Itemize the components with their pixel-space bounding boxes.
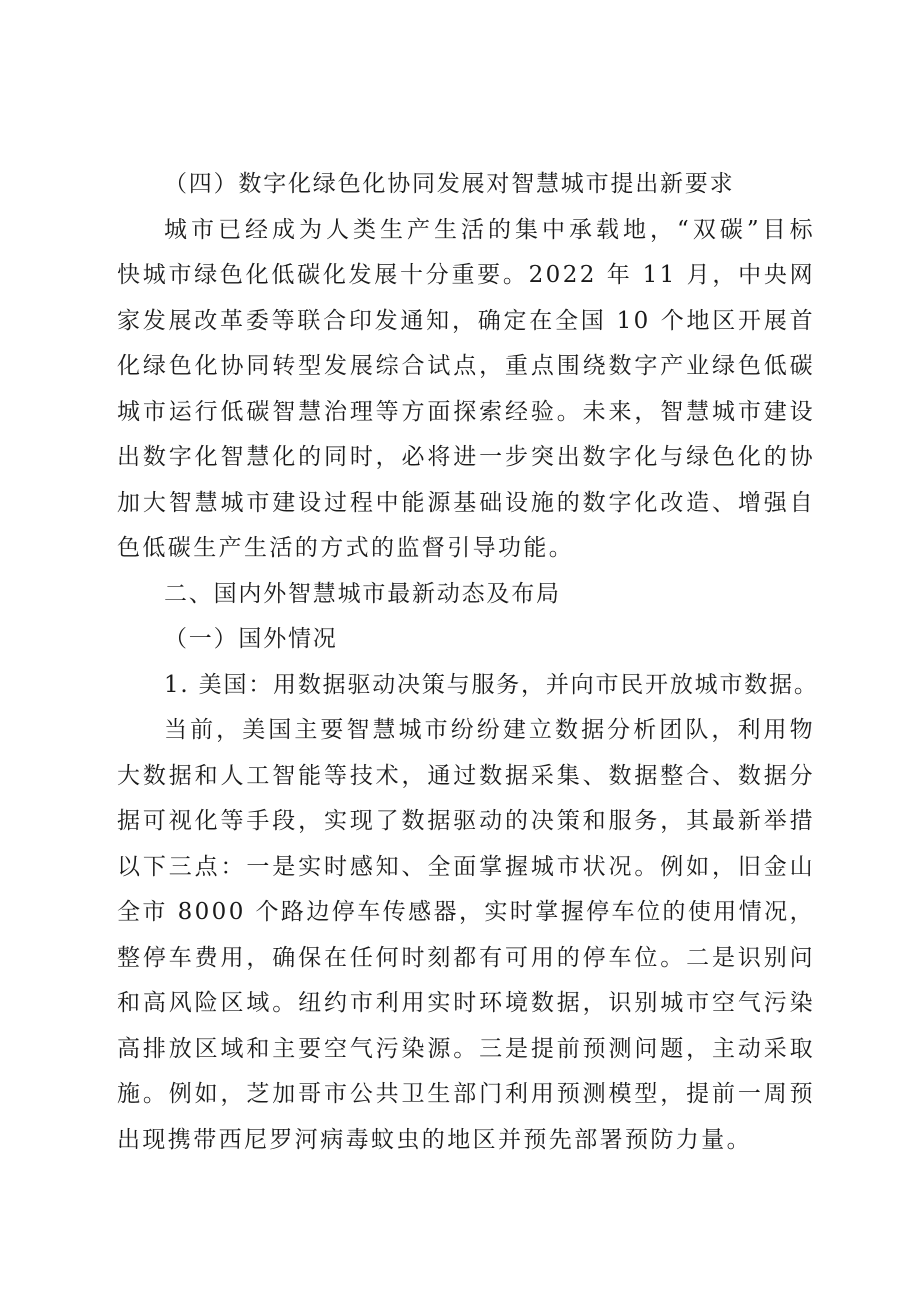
- paragraph-line: 整停车费用，确保在任何时刻都有可用的停车位。二是识别问: [117, 944, 815, 971]
- section-heading-four: （四）数字化绿色化协同发展对智慧城市提出新要求: [164, 171, 735, 197]
- paragraph-line: 出数字化智慧化的同时，必将进一步突出数字化与绿色化的协: [117, 444, 815, 470]
- subsection-heading-foreign: （一）国外情况: [164, 626, 338, 652]
- paragraph-line: 施。例如，芝加哥市公共卫生部门利用预测模型，提前一周预: [117, 1081, 815, 1107]
- paragraph-line: 据可视化等手段，实现了数据驱动的决策和服务，其最新举措: [117, 808, 815, 834]
- paragraph-line: 和高风险区域。纽约市利用实时环境数据，识别城市空气污染: [117, 990, 815, 1016]
- paragraph-line: 以下三点：一是实时感知、全面掌握城市状况。例如，旧金山: [117, 853, 815, 880]
- paragraph-line: 城市运行低碳智慧治理等方面探索经验。未来，智慧城市建设: [117, 398, 815, 425]
- paragraph-line: 色低碳生产生活的方式的监督引导功能。: [117, 535, 575, 561]
- paragraph-line: 快城市绿色化低碳化发展十分重要。2022 年 11 月，中央网: [117, 262, 815, 288]
- paragraph-line: 加大智慧城市建设过程中能源基础设施的数字化改造、增强自: [117, 489, 815, 516]
- paragraph-line: 高排放区域和主要空气污染源。三是提前预测问题，主动采取: [117, 1035, 815, 1062]
- paragraph-line: 家发展改革委等联合印发通知，确定在全国 10 个地区开展首: [117, 307, 815, 334]
- paragraph-line: 全市 8000 个路边停车传感器，实时掌握停车位的使用情况，: [117, 899, 815, 925]
- paragraph-line: 大数据和人工智能等技术，通过数据采集、数据整合、数据分: [117, 762, 815, 789]
- paragraph-line: 当前，美国主要智慧城市纷纷建立数据分析团队，利用物: [164, 717, 815, 743]
- document-body: [117, 162, 819, 1163]
- paragraph-line: 化绿色化协同转型发展综合试点，重点围绕数字产业绿色低碳: [117, 353, 815, 379]
- item-heading-usa: 1. 美国：用数据驱动决策与服务，并向市民开放城市数据。: [164, 671, 819, 698]
- paragraph-line: 出现携带西尼罗河病毒蚊虫的地区并预先部署预防力量。: [117, 1126, 752, 1153]
- section-heading-two: 二、国内外智慧城市最新动态及布局: [164, 580, 561, 607]
- paragraph-line: 城市已经成为人类生产生活的集中承载地，“双碳”目标: [164, 216, 815, 243]
